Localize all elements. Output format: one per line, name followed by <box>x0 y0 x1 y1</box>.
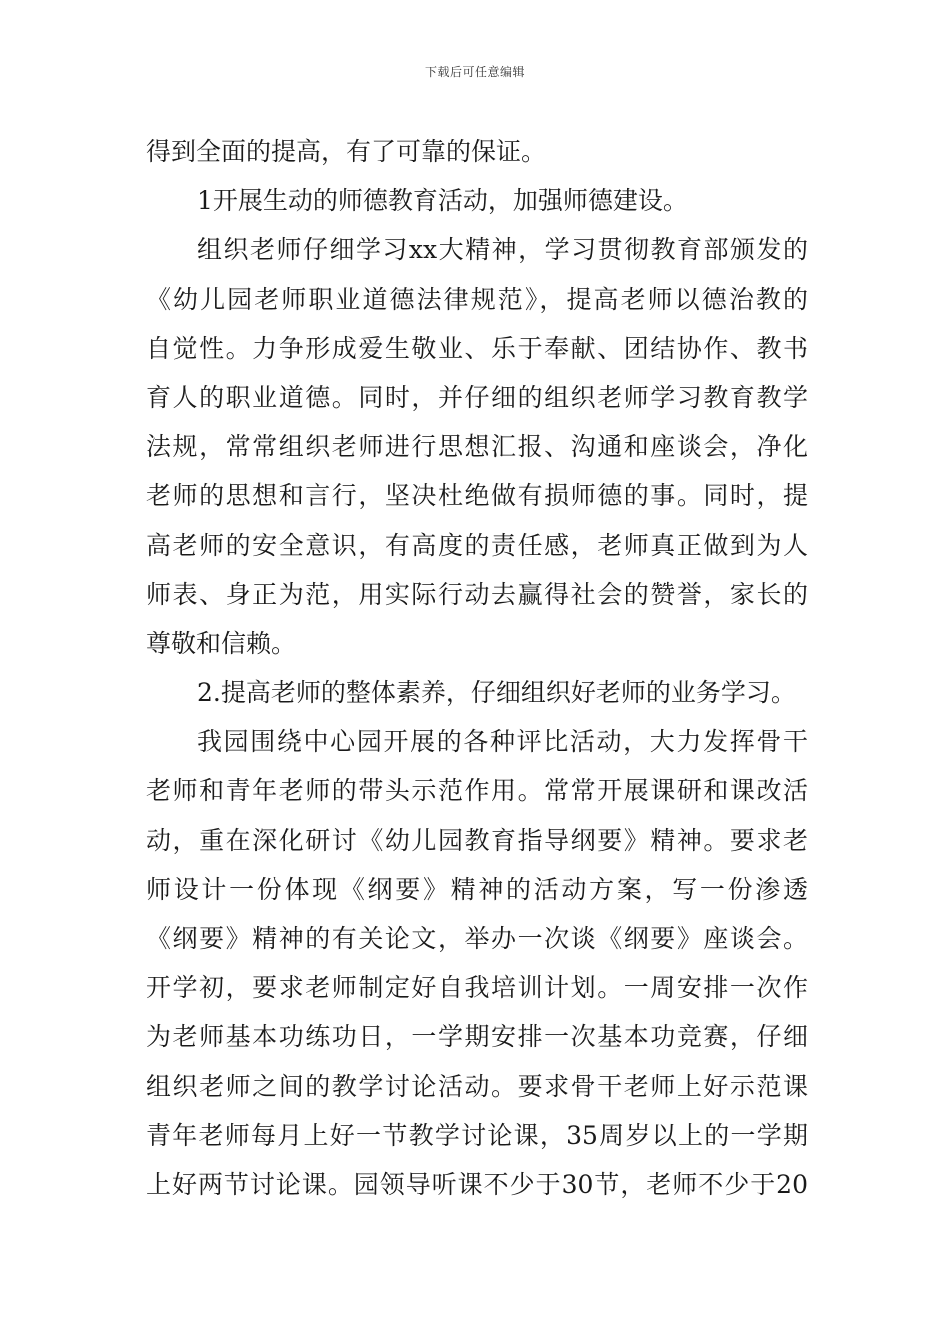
text-line: 开学初，要求老师制定好自我培训计划。一周安排一次作 <box>146 973 808 1003</box>
page-header: 下载后可任意编辑 <box>424 65 525 79</box>
text-line: 高老师的安全意识，有高度的责任感，老师真正做到为人 <box>146 530 808 560</box>
text-line: 《幼儿园老师职业道德法律规范》，提高老师以德治教的 <box>146 284 808 314</box>
text-line: 我园围绕中心园开展的各种评比活动，大力发挥骨干 <box>197 727 808 757</box>
text-line: 青年老师每月上好一节教学讨论课，35周岁以上的一学期 <box>146 1120 808 1150</box>
text-line: 师表、身正为范，用实际行动去赢得社会的赞誉，家长的 <box>146 579 808 609</box>
text-line: 2.提高老师的整体素养，仔细组织好老师的业务学习。 <box>197 678 796 708</box>
text-line: 《纲要》精神的有关论文，举办一次谈《纲要》座谈会。 <box>146 924 808 953</box>
text-line: 育人的职业道德。同时，并仔细的组织老师学习教育教学 <box>146 382 808 412</box>
text-line: 法规，常常组织老师进行思想汇报、沟通和座谈会，净化 <box>146 432 808 462</box>
text-line: 尊敬和信赖。 <box>146 628 297 658</box>
text-line: 组织老师仔细学习xx大精神，学习贯彻教育部颁发的 <box>197 235 808 265</box>
text-line: 为老师基本功练功日，一学期安排一次基本功竞赛，仔细 <box>146 1022 808 1052</box>
text-line: 上好两节讨论课。园领导听课不少于30节，老师不少于20 <box>146 1169 808 1199</box>
text-line: 动，重在深化研讨《幼儿园教育指导纲要》精神。要求老 <box>146 825 808 855</box>
text-line: 自觉性。力争形成爱生敬业、乐于奉献、团结协作、教书 <box>146 333 808 363</box>
text-line: 老师的思想和言行，坚决杜绝做有损师德的事。同时，提 <box>146 481 808 511</box>
text-line: 师设计一份体现《纲要》精神的活动方案，写一份渗透 <box>146 874 808 904</box>
text-line: 组织老师之间的教学讨论活动。要求骨干老师上好示范课 <box>146 1071 808 1101</box>
text-line: 老师和青年老师的带头示范作用。常常开展课研和课改活 <box>146 776 808 806</box>
text-line: 1开展生动的师德教育活动，加强师德建设。 <box>197 186 688 216</box>
body-text <box>146 127 808 1209</box>
text-line: 得到全面的提高，有了可靠的保证。 <box>146 137 547 166</box>
